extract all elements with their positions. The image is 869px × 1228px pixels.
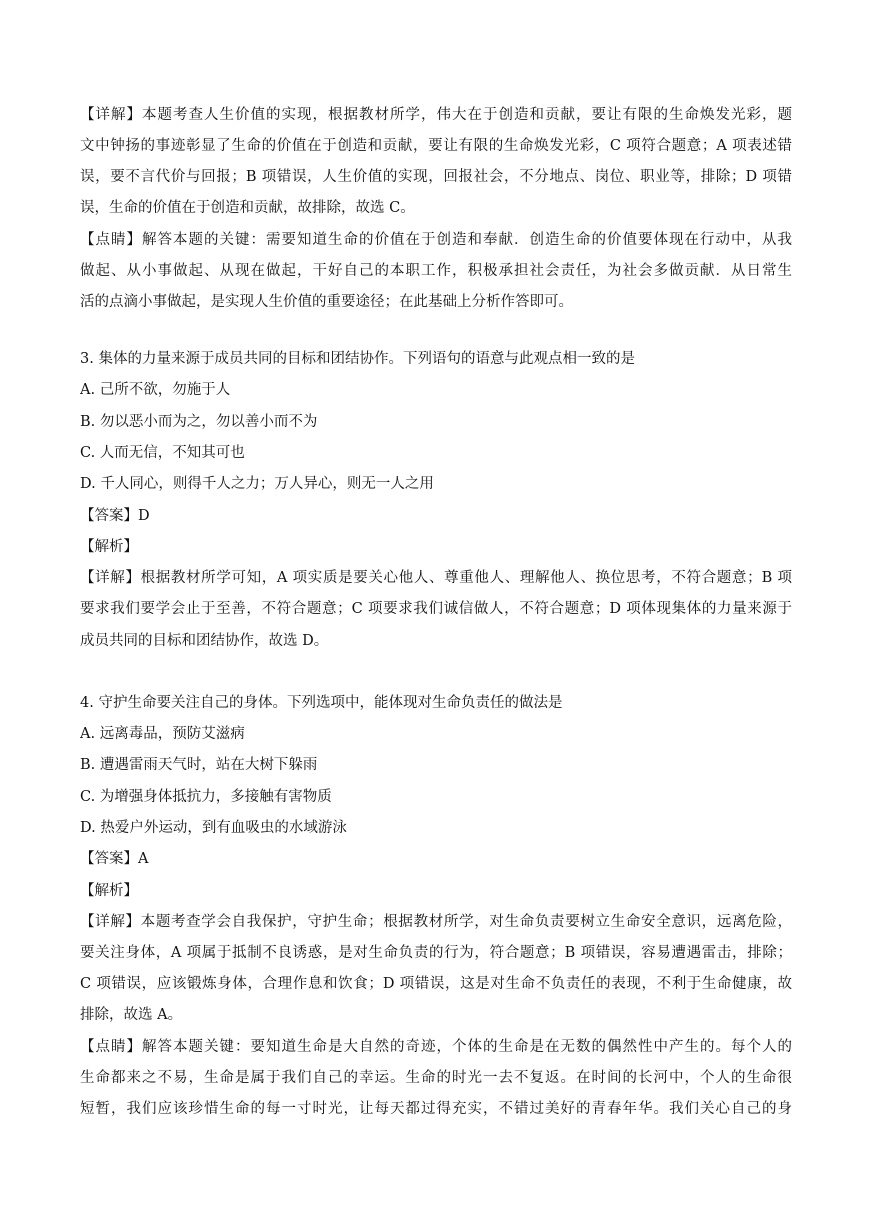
question-4-option-b: B. 遭遇雷雨天气时，站在大树下躲雨 xyxy=(80,757,318,773)
question-3-analysis-label: 【解析】 xyxy=(80,539,138,555)
explanation-line: C 项错误，应该锻炼身体，合理作息和饮食；D 项错误，这是对生命不负责任的表现，不利于生命健康，故 xyxy=(80,976,792,992)
explanation-line: 【详解】本题考查人生价值的实现，根据教材所学，伟大在于创造和贡献，要让有限的生命焕发光彩，题 xyxy=(80,107,792,123)
question-3-option-c: C. 人而无信，不知其可也 xyxy=(80,445,245,461)
question-4-option-a: A. 远离毒品，预防艾滋病 xyxy=(80,726,245,742)
explanation-line: 【详解】根据教材所学可知，A 项实质是要关心他人、尊重他人、理解他人、换位思考，不符合题意；B 项 xyxy=(80,570,792,586)
tip-line: 生命都来之不易，生命是属于我们自己的幸运。生命的时光一去不复返。在时间的长河中，个人的生命很 xyxy=(80,1070,792,1086)
question-4-analysis-label: 【解析】 xyxy=(80,883,138,899)
explanation-line: 误，生命的价值在于创造和贡献，故排除，故选 C。 xyxy=(80,200,415,216)
explanation-line: 排除，故选 A。 xyxy=(80,1007,183,1023)
tip-line: 短暂，我们应该珍惜生命的每一寸时光，让每天都过得充实，不错过美好的青春年华。我们关心自己的身 xyxy=(80,1101,792,1117)
explanation-line: 成员共同的目标和团结协作，故选 D。 xyxy=(80,633,329,649)
explanation-line: 要关注身体，A 项属于抵制不良诱惑，是对生命负责的行为，符合题意；B 项错误，容易遭遇雷击，排除； xyxy=(80,945,792,961)
question-4-option-c: C. 为增强身体抵抗力，多接触有害物质 xyxy=(80,789,332,805)
tip-line: 【点睛】解答本题的关键：需要知道生命的价值在于创造和奉献．创造生命的价值要体现在行动中，从我 xyxy=(80,232,792,248)
explanation-line: 文中钟扬的事迹彰显了生命的价值在于创造和贡献，要让有限的生命焕发光彩，C 项符合题意；A 项表述错 xyxy=(80,138,792,154)
question-3-stem: 3. 集体的力量来源于成员共同的目标和团结协作。下列语句的语意与此观点相一致的是 xyxy=(80,351,635,367)
explanation-line: 【详解】本题考查学会自我保护，守护生命；根据教材所学，对生命负责要树立生命安全意识，远离危险， xyxy=(80,914,792,930)
tip-line: 活的点滴小事做起，是实现人生价值的重要途径；在此基础上分析作答即可。 xyxy=(80,294,573,310)
question-4-stem: 4. 守护生命要关注自己的身体。下列选项中，能体现对生命负责任的做法是 xyxy=(80,695,563,711)
question-3-option-a: A. 己所不欲，勿施于人 xyxy=(80,382,231,398)
question-3-answer: 【答案】D xyxy=(80,508,150,524)
question-3-option-b: B. 勿以恶小而为之，勿以善小而不为 xyxy=(80,414,318,430)
tip-line: 做起、从小事做起、从现在做起，干好自己的本职工作，积极承担社会责任，为社会多做贡献．从日常生 xyxy=(80,263,792,279)
question-4-answer: 【答案】A xyxy=(80,851,149,867)
explanation-line: 误，要不言代价与回报；B 项错误，人生价值的实现，回报社会，不分地点、岗位、职业等，排除；D 项错 xyxy=(80,169,792,185)
explanation-line: 要求我们要学会止于至善，不符合题意；C 项要求我们诚信做人，不符合题意；D 项体现集体的力量来源于 xyxy=(80,601,792,617)
tip-line: 【点睛】解答本题关键：要知道生命是大自然的奇迹，个体的生命是在无数的偶然性中产生的。每个人的 xyxy=(80,1039,792,1055)
question-4-option-d: D. 热爱户外运动，到有血吸虫的水域游泳 xyxy=(80,820,347,836)
question-3-option-d: D. 千人同心，则得千人之力；万人异心，则无一人之用 xyxy=(80,476,434,492)
